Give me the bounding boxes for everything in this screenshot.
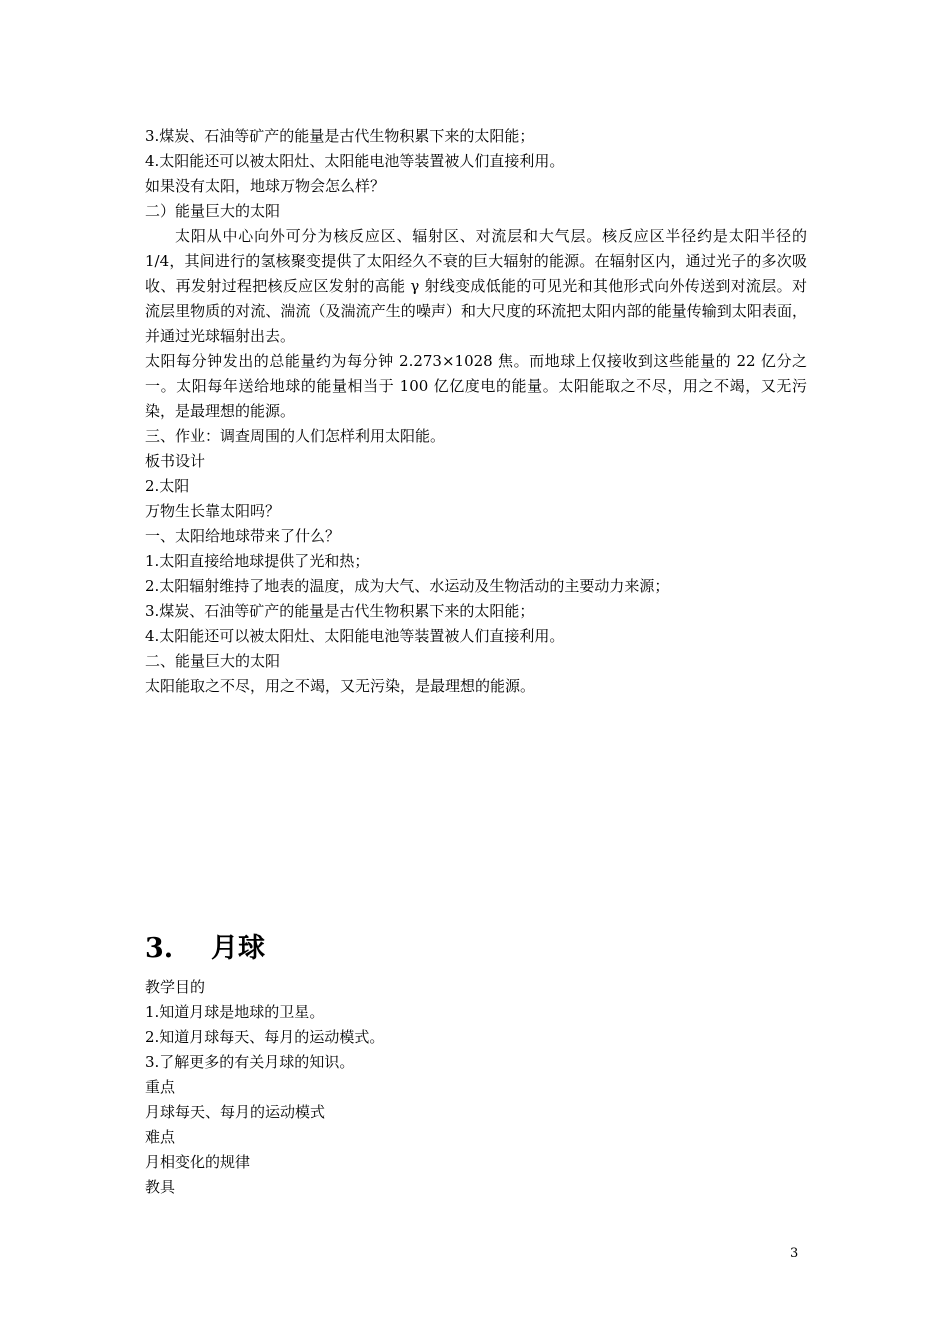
text-line: 3.了解更多的有关月球的知识。 [145,1053,355,1071]
text-line: 万物生长靠太阳吗？ [145,502,281,520]
heading-number: 3. [145,933,174,964]
text-line: 二、能量巨大的太阳 [145,652,281,670]
text-line: 教学目的 [145,978,206,996]
text-line: 难点 [145,1128,176,1146]
text-line: 重点 [145,1078,176,1096]
blank-space [145,699,807,931]
text-line: 1.太阳直接给地球提供了光和热； [145,552,370,570]
text-line: 如果没有太阳，地球万物会怎么样？ [145,177,386,195]
text-line: 2.太阳辐射维持了地表的温度，成为大气、水运动及生物活动的主要动力来源； [145,577,670,595]
text-line: 3.煤炭、石油等矿产的能量是古代生物积累下来的太阳能； [145,602,535,620]
text-line: 月相变化的规律 [145,1153,251,1171]
page-number: 3 [790,1246,799,1261]
text-line: 2.太阳 [145,477,190,495]
paragraph-sun-structure: 太阳从中心向外可分为核反应区、辐射区、对流层和大气层。核反应区半径约是太阳半径的 1/4，其间进行的氢核聚变提供了太阳经久不衰的巨大辐射的能源。在辐射区内，通过光子的多次吸收、再发射过程把核反应区发射的高能 γ 射线变成低能的可见光和其他形式向外传送到对流层。对流层里物质的对流、湍流（及湍流产生的噪声）和大尺度的环流把太阳内部的能量传输到太阳表面，并通过光球辐射出去。 [145,227,807,345]
text-line: 太阳能取之不尽，用之不竭，又无污染，是最理想的能源。 [145,677,536,695]
subheading: 二）能量巨大的太阳 [145,202,281,220]
heading-title: 月球 [211,933,265,964]
text-line: 4.太阳能还可以被太阳灶、太阳能电池等装置被人们直接利用。 [145,152,565,170]
text-line: 2.知道月球每天、每月的运动模式。 [145,1028,385,1046]
text-line: 4.太阳能还可以被太阳灶、太阳能电池等装置被人们直接利用。 [145,627,565,645]
paragraph-sun-energy: 太阳每分钟发出的总能量约为每分钟 2.273×1028 焦。而地球上仅接收到这些能量的 22 亿分之一。太阳每年送给地球的能量相当于 100 亿亿度电的能量。太阳能取之不尽，用之不竭，又无污染，是最理想的能源。 [145,352,807,420]
text-line: 教具 [145,1178,176,1196]
text-line: 1.知道月球是地球的卫星。 [145,1003,325,1021]
text-line: 一、太阳给地球带来了什么？ [145,527,341,545]
text-line: 3.煤炭、石油等矿产的能量是古代生物积累下来的太阳能； [145,127,535,145]
section-heading [145,931,807,967]
text-line: 月球每天、每月的运动模式 [145,1103,326,1121]
page-content [145,124,807,1200]
text-line: 板书设计 [145,452,206,470]
text-line: 三、作业：调查周围的人们怎样利用太阳能。 [145,427,446,445]
